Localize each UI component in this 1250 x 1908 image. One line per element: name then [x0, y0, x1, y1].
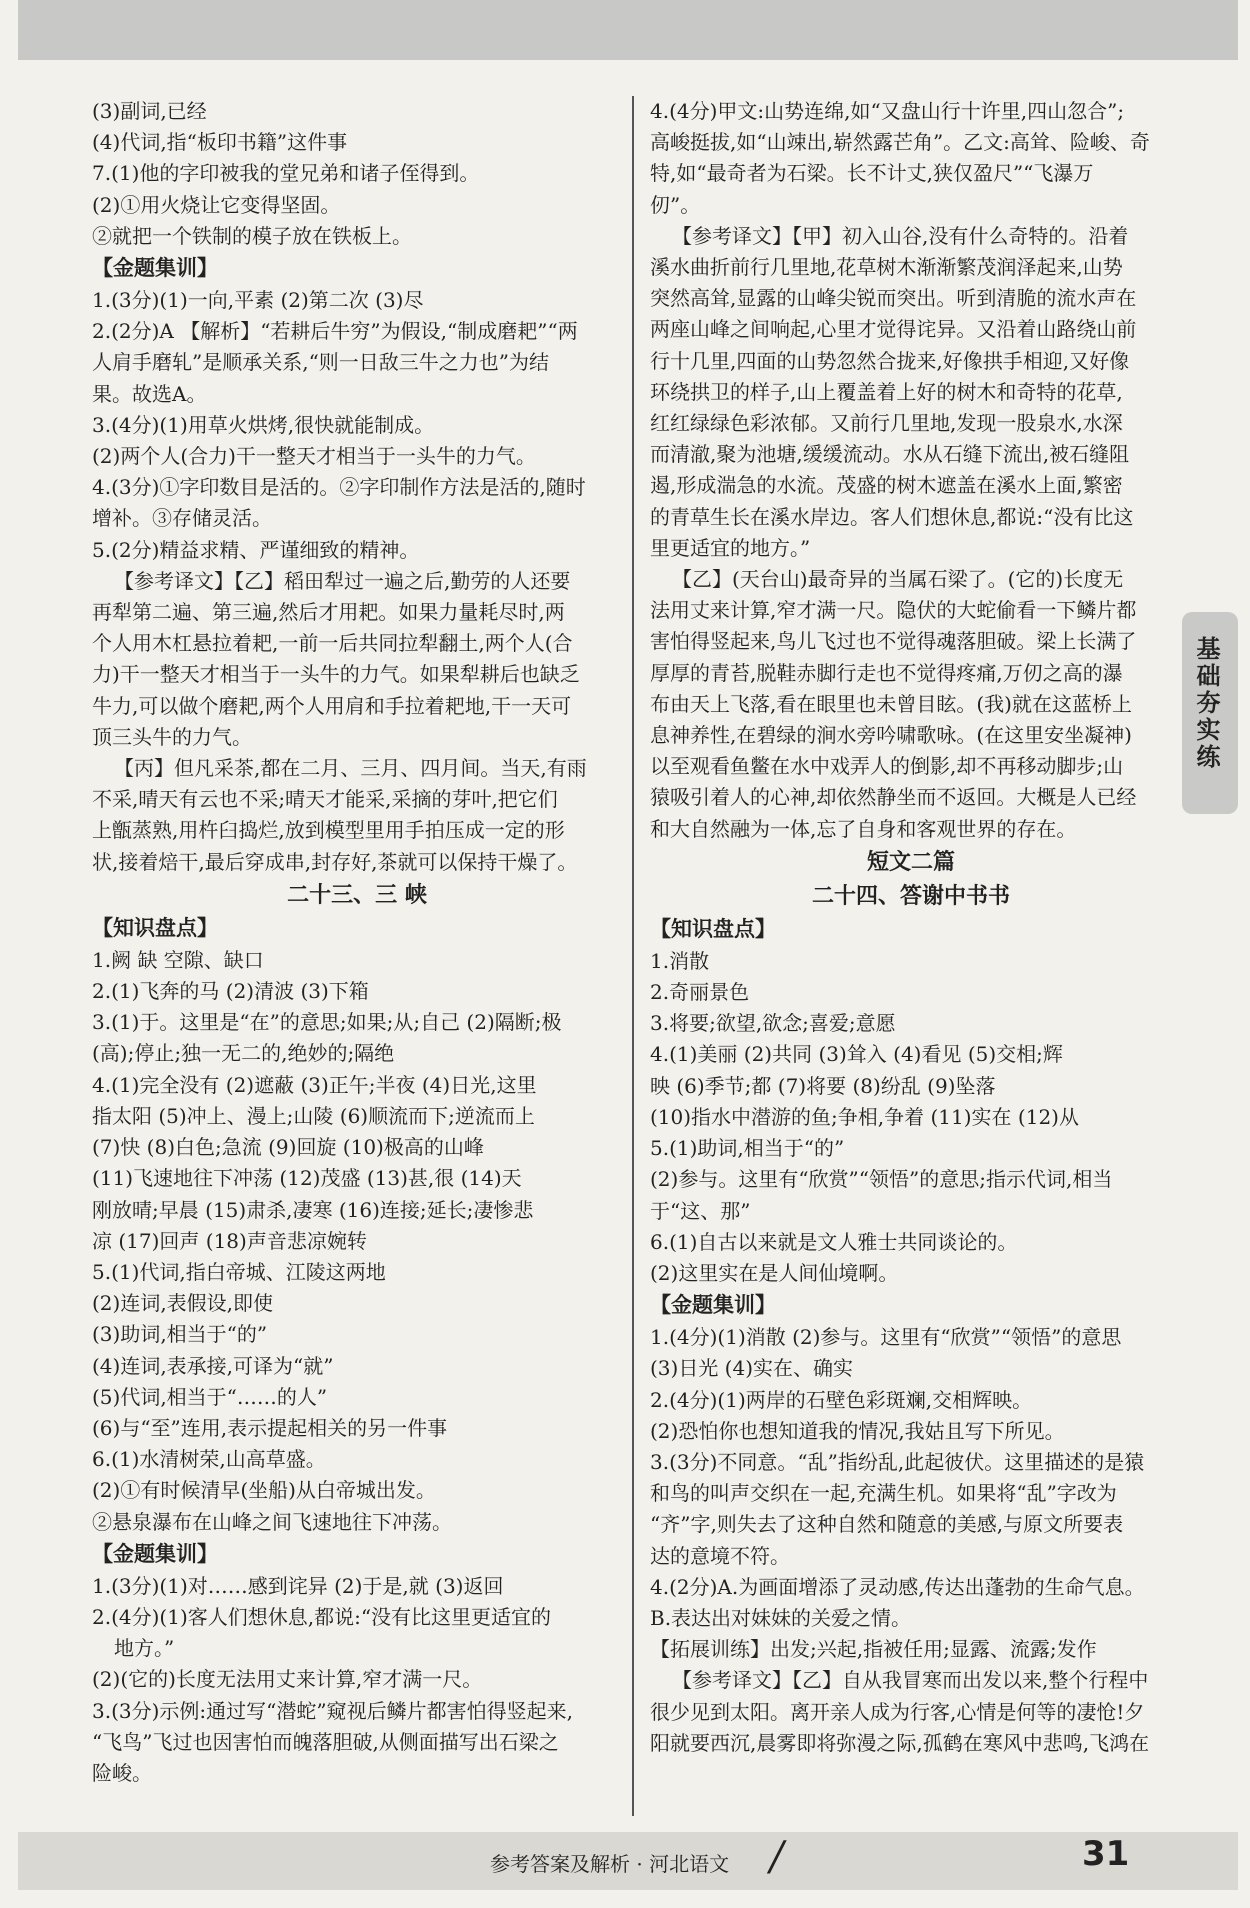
answer-line: 红红绿绿色彩浓郁。又前行几里地,发现一股泉水,水深 — [650, 411, 1123, 436]
answer-line: 果。故选A。 — [92, 381, 207, 406]
answer-line: 力)干一整天才相当于一头牛的力气。如果犁耕后也缺乏 — [92, 662, 580, 687]
right-column — [650, 96, 1172, 1759]
answer-line: 4.(3分)①字印数目是活的。②字印制作方法是活的,随时 — [92, 475, 586, 500]
answer-line: (2)①用火烧让它变得坚固。 — [92, 192, 341, 217]
answer-line: 和鸟的叫声交织在一起,充满生机。如果将“乱”字改为 — [650, 1481, 1117, 1506]
answer-line: 以至观看鱼鳖在水中戏弄人的倒影,却不再移动脚步;山 — [650, 754, 1124, 779]
answer-line: 增补。③存储灵活。 — [92, 506, 272, 531]
left-column — [92, 96, 622, 1789]
answer-line: 7.(1)他的字印被我的堂兄弟和诸子侄得到。 — [92, 161, 480, 186]
answer-line: 6.(1)水清树荣,山高草盛。 — [92, 1447, 326, 1472]
answer-line: 5.(1)代词,指白帝城、江陵这两地 — [92, 1259, 386, 1284]
section-heading: 【知识盘点】 — [92, 915, 218, 940]
answer-line: 法用丈来计算,窄才满一尺。隐伏的大蛇偷看一下鳞片都 — [650, 598, 1137, 623]
answer-line: 2.(2分)A 【解析】“若耕后牛穷”为假设,“制成磨耙”“两 — [92, 319, 578, 344]
answer-line: 害怕得竖起来,鸟儿飞过也不觉得魂落胆破。梁上长满了 — [650, 629, 1137, 654]
answer-line: 4.(1)美丽 (2)共同 (3)耸入 (4)看见 (5)交相;辉 — [650, 1042, 1063, 1067]
side-tab-label: 基础夯实练 — [1192, 636, 1220, 771]
answer-line: 和大自然融为一体,忘了自身和客观世界的存在。 — [650, 816, 1077, 841]
lesson-title: 二十四、答谢中书书 — [811, 882, 1010, 909]
answer-line: 4.(1)完全没有 (2)遮蔽 (3)正午;半夜 (4)日光,这里 — [92, 1072, 537, 1097]
answer-line: 里更适宜的地方。” — [650, 535, 811, 560]
answer-line: 险峻。 — [92, 1760, 152, 1785]
answer-line: 的青草生长在溪水岸边。客人们想休息,都说:“没有比这 — [650, 504, 1134, 529]
answer-line: 上甑蒸熟,用杵臼捣烂,放到模型里用手拍压成一定的形 — [92, 818, 565, 843]
answer-line: 人肩手磨轧”是顺承关系,“则一日敌三牛之力也”为结 — [92, 350, 550, 375]
answer-line: 2.(1)飞奔的马 (2)清波 (3)下箱 — [92, 979, 369, 1004]
answer-line: 息神养性,在碧绿的涧水旁吟啸歌咏。(在这里安坐凝神) — [650, 723, 1132, 748]
answer-line: 5.(1)助词,相当于“的” — [650, 1136, 845, 1161]
answer-line: (高);停止;独一无二的,绝妙的;隔绝 — [92, 1041, 395, 1066]
section-heading: 【金题集训】 — [92, 1541, 218, 1566]
answer-line: 1.(3分)(1)对……感到诧异 (2)于是,就 (3)返回 — [92, 1573, 504, 1598]
answer-line: 突然高耸,显露的山峰尖锐而突出。听到清脆的流水声在 — [650, 286, 1137, 311]
section-heading: 【金题集训】 — [92, 256, 218, 281]
answer-line: 3.(1)于。这里是“在”的意思;如果;从;自己 (2)隔断;极 — [92, 1010, 562, 1035]
answer-line: “齐”字,则失去了这种自然和随意的美感,与原文所要表 — [650, 1512, 1124, 1537]
answer-line: 很少见到太阳。离开亲人成为行客,心情是何等的凄怆!夕 — [650, 1699, 1145, 1724]
answer-line: 2.(4分)(1)客人们想休息,都说:“没有比这里更适宜的 — [92, 1604, 552, 1629]
answer-line: 4.(2分)A.为画面增添了灵动感,传达出蓬勃的生命气息。 — [650, 1574, 1145, 1599]
section-heading: 【知识盘点】 — [650, 916, 776, 941]
answer-line: 猿吸引着人的心神,却依然静坐而不返回。大概是人已经 — [650, 785, 1137, 810]
answer-line: (10)指水中潜游的鱼;争相,争着 (11)实在 (12)从 — [650, 1104, 1079, 1129]
answer-line: 6.(1)自古以来就是文人雅士共同谈论的。 — [650, 1229, 1018, 1254]
footer-slash-decoration: / — [770, 1834, 784, 1880]
section-side-tab — [1182, 612, 1238, 814]
answer-line: 个人用木杠悬拉着耙,一前一后共同拉犁翻土,两个人(合 — [92, 631, 573, 656]
answer-line: (2)两个人(合力)干一整天才相当于一头牛的力气。 — [92, 444, 536, 469]
answer-line: 布由天上飞落,看在眼里也未曾目眩。(我)就在这蓝桥上 — [650, 691, 1132, 716]
lesson-title: 二十三、三 峡 — [287, 881, 427, 908]
answer-line: 于“这、那” — [650, 1198, 751, 1223]
answer-line: 3.(4分)(1)用草火烘烤,很快就能制成。 — [92, 412, 435, 437]
answer-line: (2)(它的)长度无法用丈来计算,窄才满一尺。 — [92, 1667, 483, 1692]
answer-line: 映 (6)季节;都 (7)将要 (8)纷乱 (9)坠落 — [650, 1073, 996, 1098]
paragraph-line: 【参考译文】【乙】稻田犁过一遍之后,勤劳的人还要 — [114, 568, 571, 593]
answer-line: (3)副词,已经 — [92, 99, 207, 123]
answer-line: 遏,形成湍急的水流。茂盛的树木遮盖在溪水上面,繁密 — [650, 473, 1123, 498]
answer-line: (2)参与。这里有“欣赏”“领悟”的意思;指示代词,相当 — [650, 1167, 1113, 1192]
paragraph-line: 地方。” — [114, 1636, 175, 1661]
page-number: 31 — [1082, 1834, 1130, 1874]
answer-line: 2.(4分)(1)两岸的石壁色彩斑斓,交相辉映。 — [650, 1387, 1033, 1412]
column-divider — [632, 96, 634, 1816]
answer-line: 凉 (17)回声 (18)声音悲凉婉转 — [92, 1228, 367, 1253]
answer-line: 5.(2分)精益求精、严谨细致的精神。 — [92, 537, 420, 562]
answer-line: “飞鸟”飞过也因害怕而魄落胆破,从侧面描写出石梁之 — [92, 1729, 559, 1754]
answer-line: 1.消散 — [650, 948, 710, 973]
answer-line: 阳就要西沉,晨雾即将弥漫之际,孤鹤在寒风中悲鸣,飞鸿在 — [650, 1730, 1150, 1755]
answer-line: B.表达出对妹妹的关爱之情。 — [650, 1605, 912, 1630]
answer-line: (5)代词,相当于“……的人” — [92, 1384, 328, 1409]
answer-line: 【拓展训练】出发;兴起,指被任用;显露、流露;发作 — [650, 1637, 1097, 1662]
answer-line: 不采,晴天有云也不采;晴天才能采,采摘的芽叶,把它们 — [92, 787, 558, 812]
answer-line: 指太阳 (5)冲上、漫上;山陵 (6)顺流而下;逆流而上 — [92, 1103, 535, 1128]
answer-line: (3)助词,相当于“的” — [92, 1322, 268, 1347]
answer-line: 特,如“最奇者为石梁。长不计丈,狭仅盈尺”“飞瀑万 — [650, 161, 1094, 186]
answer-line: 1.阙 缺 空隙、缺口 — [92, 947, 264, 972]
paragraph-line: 【丙】但凡采茶,都在二月、三月、四月间。当天,有雨 — [114, 756, 587, 781]
answer-line: ②就把一个铁制的模子放在铁板上。 — [92, 223, 412, 248]
answer-line: 状,接着焙干,最后穿成串,封存好,茶就可以保持干燥了。 — [92, 849, 578, 874]
answer-line: 顶三头牛的力气。 — [92, 724, 252, 749]
answer-line: 而清澈,聚为池塘,缓缓流动。水从石缝下流出,被石缝阻 — [650, 442, 1130, 467]
paragraph-line: 【参考译文】【甲】初入山谷,没有什么奇特的。沿着 — [672, 223, 1129, 248]
answer-line: (2)①有时候清早(坐船)从白帝城出发。 — [92, 1478, 436, 1503]
answer-line: 1.(4分)(1)消散 (2)参与。这里有“欣赏”“领悟”的意思 — [650, 1325, 1122, 1350]
answer-line: 厚厚的青苔,脱鞋赤脚行走也不觉得疼痛,万仞之高的瀑 — [650, 660, 1123, 685]
answer-line: 达的意境不符。 — [650, 1543, 790, 1568]
paragraph-line: 【参考译文】【乙】自从我冒寒而出发以来,整个行程中 — [672, 1668, 1149, 1693]
top-header-bar — [18, 0, 1238, 60]
answer-line: (6)与“至”连用,表示提起相关的另一件事 — [92, 1415, 448, 1440]
answer-line: ②悬泉瀑布在山峰之间飞速地往下冲荡。 — [92, 1509, 452, 1534]
footer-title: 参考答案及解析 · 河北语文 — [490, 1852, 730, 1876]
answer-line: 溪水曲折前行几里地,花草树木渐渐繁茂润泽起来,山势 — [650, 255, 1123, 280]
answer-line: 2.奇丽景色 — [650, 980, 750, 1005]
answer-line: 牛力,可以做个磨耙,两个人用肩和手拉着耙地,干一天可 — [92, 693, 572, 718]
answer-line: (4)代词,指“板印书籍”这件事 — [92, 130, 348, 155]
answer-line: (7)快 (8)白色;急流 (9)回旋 (10)极高的山峰 — [92, 1135, 484, 1160]
answer-line: 4.(4分)甲文:山势连绵,如“又盘山行十许里,四山忽合”; — [650, 99, 1125, 123]
answer-line: (2)这里实在是人间仙境啊。 — [650, 1260, 899, 1285]
answer-line: 再犁第二遍、第三遍,然后才用耙。如果力量耗尽时,两 — [92, 600, 565, 625]
answer-line: 环绕拱卫的样子,山上覆盖着上好的树木和奇特的花草, — [650, 379, 1123, 404]
answer-line: (4)连词,表承接,可译为“就” — [92, 1353, 334, 1378]
answer-line: 3.(3分)不同意。“乱”指纷乱,此起彼伏。这里描述的是猿 — [650, 1449, 1145, 1474]
answer-line: 3.将要;欲望,欲念;喜爱;意愿 — [650, 1011, 896, 1036]
answer-line: 两座山峰之间响起,心里才觉得诧异。又沿着山路绕山前 — [650, 317, 1137, 342]
answer-line: (11)飞速地往下冲荡 (12)茂盛 (13)甚,很 (14)天 — [92, 1166, 522, 1191]
answer-line: 行十几里,四面的山势忽然合拢来,好像拱手相迎,又好像 — [650, 348, 1130, 373]
answer-line: (3)日光 (4)实在、确实 — [650, 1356, 854, 1381]
answer-line: (2)恐怕你也想知道我的情况,我姑且写下所见。 — [650, 1418, 1065, 1443]
answer-line: 1.(3分)(1)一向,平素 (2)第二次 (3)尽 — [92, 288, 424, 313]
lesson-title: 短文二篇 — [866, 848, 955, 875]
answer-line: 高峻挺拔,如“山竦出,崭然露芒角”。乙文:高耸、险峻、奇 — [650, 130, 1150, 155]
section-heading: 【金题集训】 — [650, 1293, 776, 1318]
answer-line: (2)连词,表假设,即使 — [92, 1291, 274, 1316]
paragraph-line: 【乙】(天台山)最奇异的当属石梁了。(它的)长度无 — [672, 567, 1124, 592]
answer-line: 3.(3分)示例:通过写“潜蛇”窥视后鳞片都害怕得竖起来, — [92, 1698, 573, 1723]
answer-line: 仞”。 — [650, 192, 701, 217]
answer-line: 刚放晴;早晨 (15)肃杀,凄寒 (16)连接;延长;凄惨悲 — [92, 1197, 534, 1222]
